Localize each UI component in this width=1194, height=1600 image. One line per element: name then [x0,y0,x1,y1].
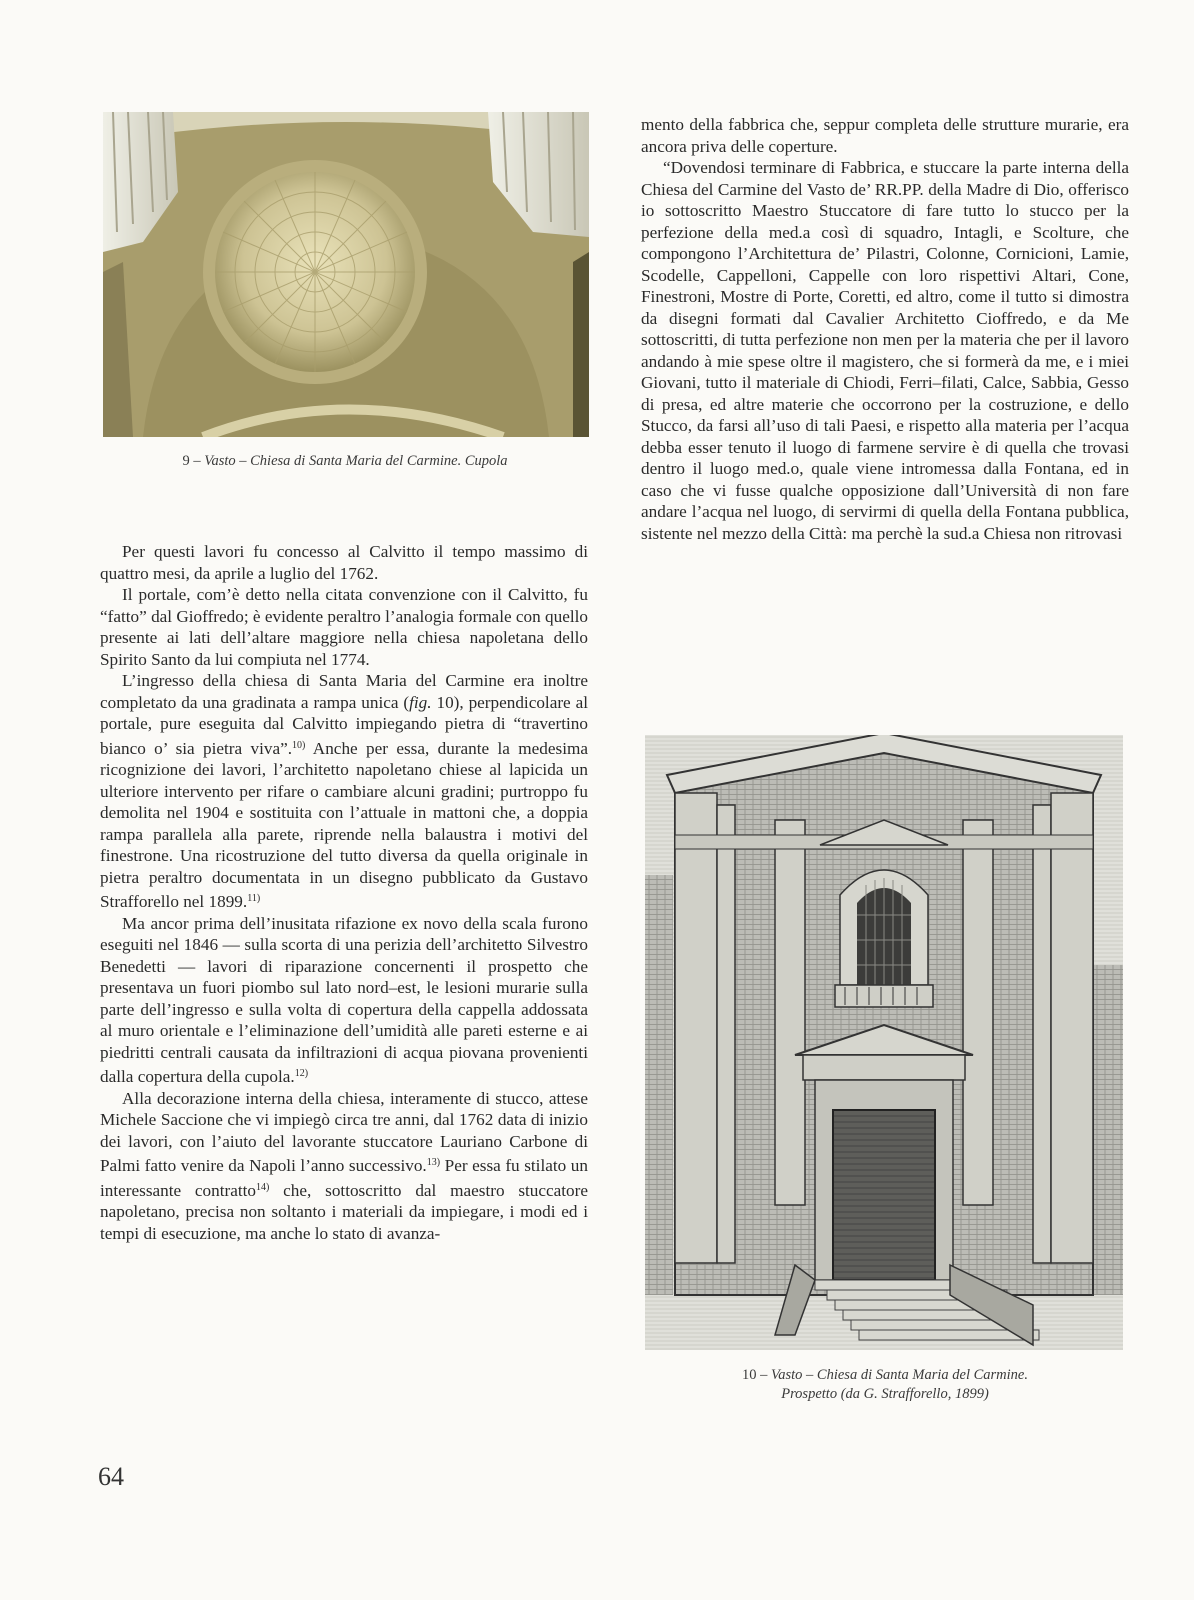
left-paragraph-3-part-b: 10), perpendicolare al portale, pure eseguita dal Calvitto impiegando pietra di “travertino bianco o’ sia pietra viva”. [100,692,588,758]
left-paragraph-5-part-c: che, sottoscritto dal maestro stuccatore napoletano, precisa non soltanto i materiali da impiegare, i modi ed i tempi di esecuzione, ma anche lo stato di avanza- [100,1180,589,1243]
left-paragraph-5-part-a: Alla decorazione interna della chiesa, interamente di stucco, attese Michele Saccione che vi impiegò circa tre anni, dal 1762 data di inizio dei lavori, con l’aiuto del lavorante stuccatore Lauriano Carbone di Palmi fatto venire da Napoli l’anno successivo. [100,1088,588,1175]
page-number: 64 [98,1462,124,1491]
right-paragraph-1: mento della fabbrica che, seppur completa delle strutture murarie, era ancora priva delle coperture. [641,115,1129,156]
figure-10-caption-line-2: Prospetto (da G. Strafforello, 1899) [781,1386,989,1402]
facade-illustration [645,735,1123,1350]
footnote-ref-12: 12) [294,1068,309,1079]
footnote-ref-11: 11) [247,893,261,904]
footnote-ref-10: 10) [292,739,306,751]
left-paragraph-4-text: Ma ancor prima dell’inusitata rifazione ex novo della scala furono eseguiti nel 1846 — sulla scorta di una perizia dell’architetto Silvestro Benedetti — lavori di riparazione concernenti il prospetto che presentava un fuori piombo sul lato nord–est, le lesioni murarie sulla parte dell’ingresso e sulla volta di copertura della cappella addossata al muro orientale e l’eliminazione dell’umidità alle pareti esterne e ai piedritti centrali causata da infiltrazioni di acqua piovana provenienti dalla copertura della cupola. [100,913,588,1086]
figure-reference: fig. [409,692,432,712]
left-paragraph-3-part-a: L’ingresso della chiesa di Santa Maria del Carmine era inoltre completato da una gradinata a rampa unica ( [100,671,588,712]
right-paragraph-2: “Dovendosi terminare di Fabbrica, e stuccare la parte interna della Chiesa del Carmine del Vasto de’ RR.PP. della Madre di Dio, offerisco io sottoscritto Maestro Stuccatore di fare tutto lo stucco per la perfezione della med.a così di squadro, Intagli, e Scolture, che compongono l’Architettura de’ Pilastri, Colonne, Cornicioni, Lamie, Scodelle, Cappelloni, Cappelle con loro rispettivi Altari, Cone, Finestroni, Mostre di Porte, Coretti, ed altro, come il tutto si dimostra da disegni formati dal Cavalier Architetto Cioffredo, e da Me sottoscritti, di tutta perfezione non men per la materia che per il lavoro andando à mie spese oltre il magistero, che si formerà da me, e i miei Giovani, tutto il materiale di Chiodi, Ferri–filati, Calce, Sabbia, Gesso di presa, ed altre materie che occorrono per la costruzione, e dello Stucco, da farsi all’uso di tali Paesi, e rispetto alla materia per l’acqua debba esser tenuto il luogo di farmene servire è di quella che trovasi dentro il luogo med.o, quale viene intromessa dalla Fontana, ed in caso che vi fusse qualche opposizione dall’Università di non fare andare l’acqua nel luogo, di servirmi di quella della Fontana pubblica, sistente nel mezzo della Città: ma perchè la sud.a Chiesa non ritrovasi [641,158,1129,543]
footnote-ref-14: 14) [256,1181,270,1193]
figure-10-caption [640,1366,1130,1404]
cupola-illustration [103,112,589,437]
left-paragraph-3 [100,670,588,913]
left-paragraph-5-part-b: Per essa fu stilato un interessante contratto [100,1156,588,1200]
left-paragraph-2: Il portale, com’è detto nella citata convenzione con il Calvitto, fu “fatto” dal Gioffredo; è evidente peraltro l’analogia formale con quello presente ai lati dell’altare maggiore nella chiesa napoletana dello Spirito Santo da lui compiuta nel 1774. [100,585,588,669]
left-paragraph-1: Per questi lavori fu concesso al Calvitto il tempo massimo di quattro mesi, da aprile a luglio del 1762. [100,542,588,583]
left-paragraph-5 [100,1088,588,1245]
figure-10-caption-line-1: Vasto – Chiesa di Santa Maria del Carmine. [771,1367,1028,1383]
right-column-text [641,114,1129,544]
figure-9-number: 9 – [182,453,201,469]
left-paragraph-3-part-c: Anche per essa, durante la medesima ricognizione dei lavori, l’architetto napoletano chiese al lapicida un ulteriore intervento per rifare o cambiare alcuni gradini; purtroppo fu demolita nel 1904 e sostituita con l’attuale in mattoni che, a doppia rampa parallela alla parete, riprende nella balaustra i motivi del finestrone. Una ricostruzione del tutto diversa da quella originale in pietra peraltro documentata in un disegno pubblicato da Gustavo Strafforello nel 1899. [100,738,588,911]
left-column-text [100,541,588,1244]
facade-engraving [645,735,1123,1350]
figure-9-caption-text: Vasto – Chiesa di Santa Maria del Carmine. Cupola [204,453,508,469]
left-paragraph-4 [100,913,588,1088]
footnote-ref-13: 13) [426,1157,441,1168]
cupola-photo [103,112,589,437]
figure-9-caption [100,452,590,471]
figure-10-number: 10 – [742,1367,768,1383]
